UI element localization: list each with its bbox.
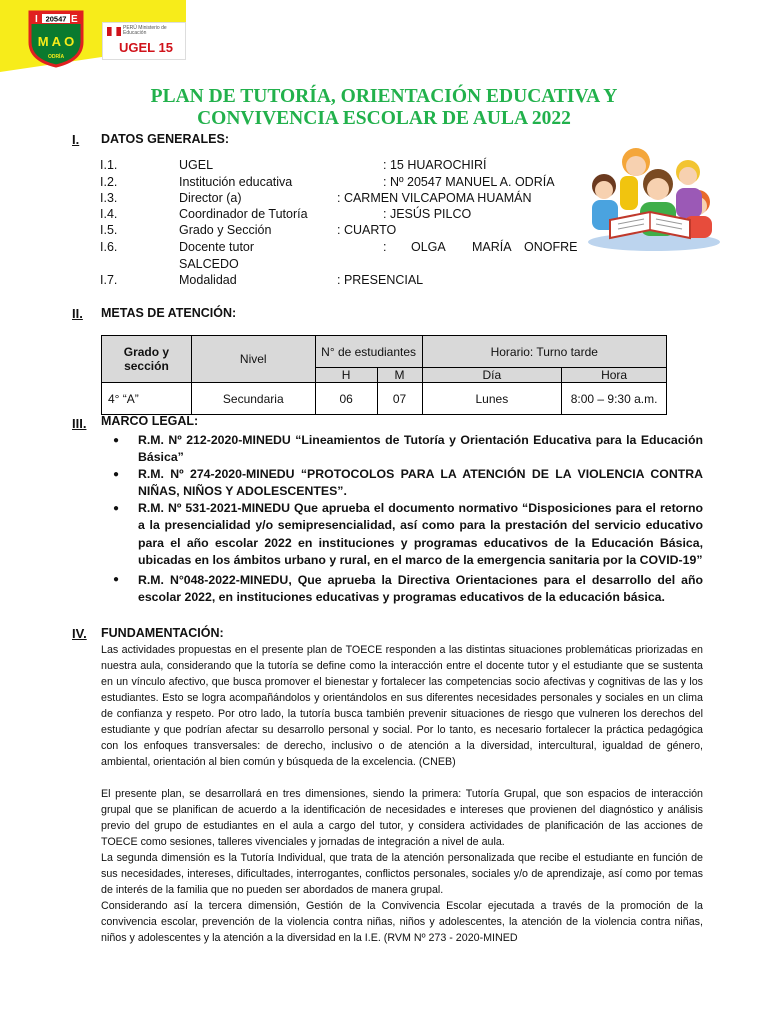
header-horario: Horario: Turno tarde <box>422 336 666 368</box>
cell-m: 07 <box>377 383 422 415</box>
school-logo-e: E <box>71 14 78 25</box>
general-data-value: : <box>383 240 387 254</box>
school-logo-i: I <box>35 14 38 25</box>
legal-item: R.M. Nº 531-2021-MINEDU Que aprueba el documento normativo “Disposiciones para el retorno a la presencialidad y/o semipresencialidad, así como para la prestación del servicio educativo para el año escolar 2022 en instituciones y programas educativos de la Educación Básica, ubicadas en los ámbitos urbano y rural, en el marco de la emergencia sanitaria por la COVID-19” <box>138 501 703 568</box>
legal-item: R.M. N°048-2022-MINEDU, Que aprueba la Directiva Orientaciones para el desarrollo del año escolar 2022, en instituciones educativas y programas educativos de la educación básica. <box>138 573 703 605</box>
cell-dia: Lunes <box>422 383 562 415</box>
header-nivel: Nivel <box>191 336 315 383</box>
ugel-logo <box>102 22 186 60</box>
children-reading-illustration <box>584 142 722 254</box>
header-h: H <box>315 368 377 383</box>
general-data-value: : CARMEN VILCAPOMA HUAMÁN <box>337 191 532 205</box>
school-logo-bottom: ODRÍA <box>47 54 65 60</box>
general-data-value: : PRESENCIAL <box>337 273 424 287</box>
general-data-value-word: ONOFRE <box>524 240 578 254</box>
general-data-label: Institución educativa <box>179 175 293 189</box>
school-shield-logo <box>26 8 86 68</box>
table-row <box>102 383 667 415</box>
document-title-line1: PLAN DE TUTORÍA, ORIENTACIÓN EDUCATIVA Y <box>150 86 618 107</box>
peru-flag-icon <box>107 27 121 36</box>
general-data-value: : JESÚS PILCO <box>383 207 472 221</box>
general-data-value-continuation: SALCEDO <box>179 257 239 271</box>
general-data-value: : Nº 20547 MANUEL A. ODRÍA <box>383 175 555 189</box>
cell-hora: 8:00 – 9:30 a.m. <box>562 383 667 415</box>
general-data-code: I.6. <box>100 240 118 254</box>
general-data-value: : CUARTO <box>337 223 397 237</box>
general-data-label: Coordinador de Tutoría <box>179 207 308 221</box>
bullet-icon: ● <box>113 435 120 446</box>
ugel-ministry: Ministerio de Educación <box>123 25 167 36</box>
general-data-code: I.2. <box>100 175 118 189</box>
header-hora: Hora <box>562 368 667 383</box>
section-4-title: FUNDAMENTACIÓN: <box>101 626 224 640</box>
general-data-code: I.3. <box>100 191 118 205</box>
header-estudiantes: N° de estudiantes <box>315 336 422 368</box>
metas-table <box>101 335 667 415</box>
cell-h: 06 <box>315 383 377 415</box>
general-data-code: I.5. <box>100 223 118 237</box>
header-m: M <box>377 368 422 383</box>
general-data-value: : 15 HUAROCHIRÍ <box>383 158 487 172</box>
legal-item: R.M. Nº 274-2020-MINEDU “PROTOCOLOS PARA LA ATENCIÓN DE LA VIOLENCIA CONTRA NIÑAS, NIÑOS Y ADOLESCENTES”. <box>138 467 703 499</box>
section-3-number: III. <box>72 416 87 431</box>
general-data-label: Grado y Sección <box>179 223 272 237</box>
ugel-name: UGEL 15 <box>119 40 173 55</box>
school-logo-letters: M A O <box>37 34 75 49</box>
fundamentacion-paragraph: Las actividades propuestas en el presente plan de TOECE responden a las distintas situaciones problemáticas priorizadas en nuestra aula, considerando que la tutoría se define como la interacción entre el docente tutor y el estudiante que se sustenta en un vínculo afectivo, que busca promover el bienestar y fortalecer las competencias socio afectivas y cognitivas de las y los estudiantes. Esto se logra acompañándolos y orientándolos en sus diferentes necesidades personales y sociales en un clima de confianza y respeto. Por otro lado, la tutoría busca también prevenir situaciones de riesgo que vulneren los derechos del estudiante y que podrían afectar su desarrollo personal y social. Por lo tanto, es necesario fortalecer la práctica pedagógica con los enfoques transversales: de derecho, inclusivo o de atención a la diversidad, intercultural, igualdad de género, ambiental, orientación al bien común y búsqueda de la excelencia. (CNEB) <box>101 644 703 769</box>
bullet-icon: ● <box>113 503 120 514</box>
bullet-icon: ● <box>113 469 120 480</box>
section-3-title: MARCO LEGAL: <box>101 414 199 428</box>
general-data-code: I.7. <box>100 273 118 287</box>
general-data-value-word: OLGA <box>411 240 446 254</box>
table-header-row <box>102 336 667 368</box>
header-grado: Grado y sección <box>102 336 192 383</box>
general-data-label: Director (a) <box>179 191 242 205</box>
section-4-number: IV. <box>72 626 87 641</box>
general-data-value-word: MARÍA <box>472 240 512 254</box>
ugel-country: PERÚ <box>123 25 137 31</box>
cell-grado: 4° “A” <box>102 383 192 415</box>
general-data-code: I.4. <box>100 207 118 221</box>
fundamentacion-paragraph: El presente plan, se desarrollará en tres dimensiones, siendo la primera: Tutoría Grupal, que son espacios de interacción grupal que se planifican de acuerdo a la identificación de necesidades e intereses que provienen del diagnóstico y análisis previo del grupo de estudiantes en el aula a cargo del tutor, y considera actividades de planificación de las acciones de TOECE como sesiones, talleres vivenciales y jornadas de integración a nivel de aula. <box>101 788 703 849</box>
bullet-icon: ● <box>113 574 120 585</box>
section-2-number: II. <box>72 306 83 321</box>
fundamentacion-paragraph: La segunda dimensión es la Tutoría Individual, que trata de la atención personalizada que recibe el estudiante en función de sus necesidades, intereses, dificultades, interrogantes, conflictos personales, sociales y/o de aprendizaje, así como por temas de interés de la familia que no pueden ser abordados de manera grupal. <box>101 852 703 897</box>
section-2-title: METAS DE ATENCIÓN: <box>101 306 237 320</box>
general-data-label: Modalidad <box>179 273 237 287</box>
general-data-label: UGEL <box>179 158 214 172</box>
legal-item: R.M. Nº 212-2020-MINEDU “Lineamientos de Tutoría y Orientación Educativa para la Educación Básica” <box>138 433 703 465</box>
general-data-label: Docente tutor <box>179 240 255 254</box>
section-1-title: DATOS GENERALES: <box>101 132 230 146</box>
document-title-line2: CONVIVENCIA ESCOLAR DE AULA 2022 <box>197 108 571 129</box>
fundamentacion-paragraph: Considerando así la tercera dimensión, Gestión de la Convivencia Escolar ejecutada a través de la promoción de la convivencia escolar, prevención de la violencia contra niñas, niños y adolescentes, la atención de la violencia contra niñas, niños y adolescentes y la atención a la diversidad en la I.E. (RVM Nº 273 - 2020-MINED <box>101 900 703 945</box>
section-1-number: I. <box>72 132 80 147</box>
general-data-code: I.1. <box>100 158 118 172</box>
header-dia: Día <box>422 368 562 383</box>
school-logo-number: 20547 <box>45 14 67 24</box>
cell-nivel: Secundaria <box>191 383 315 415</box>
